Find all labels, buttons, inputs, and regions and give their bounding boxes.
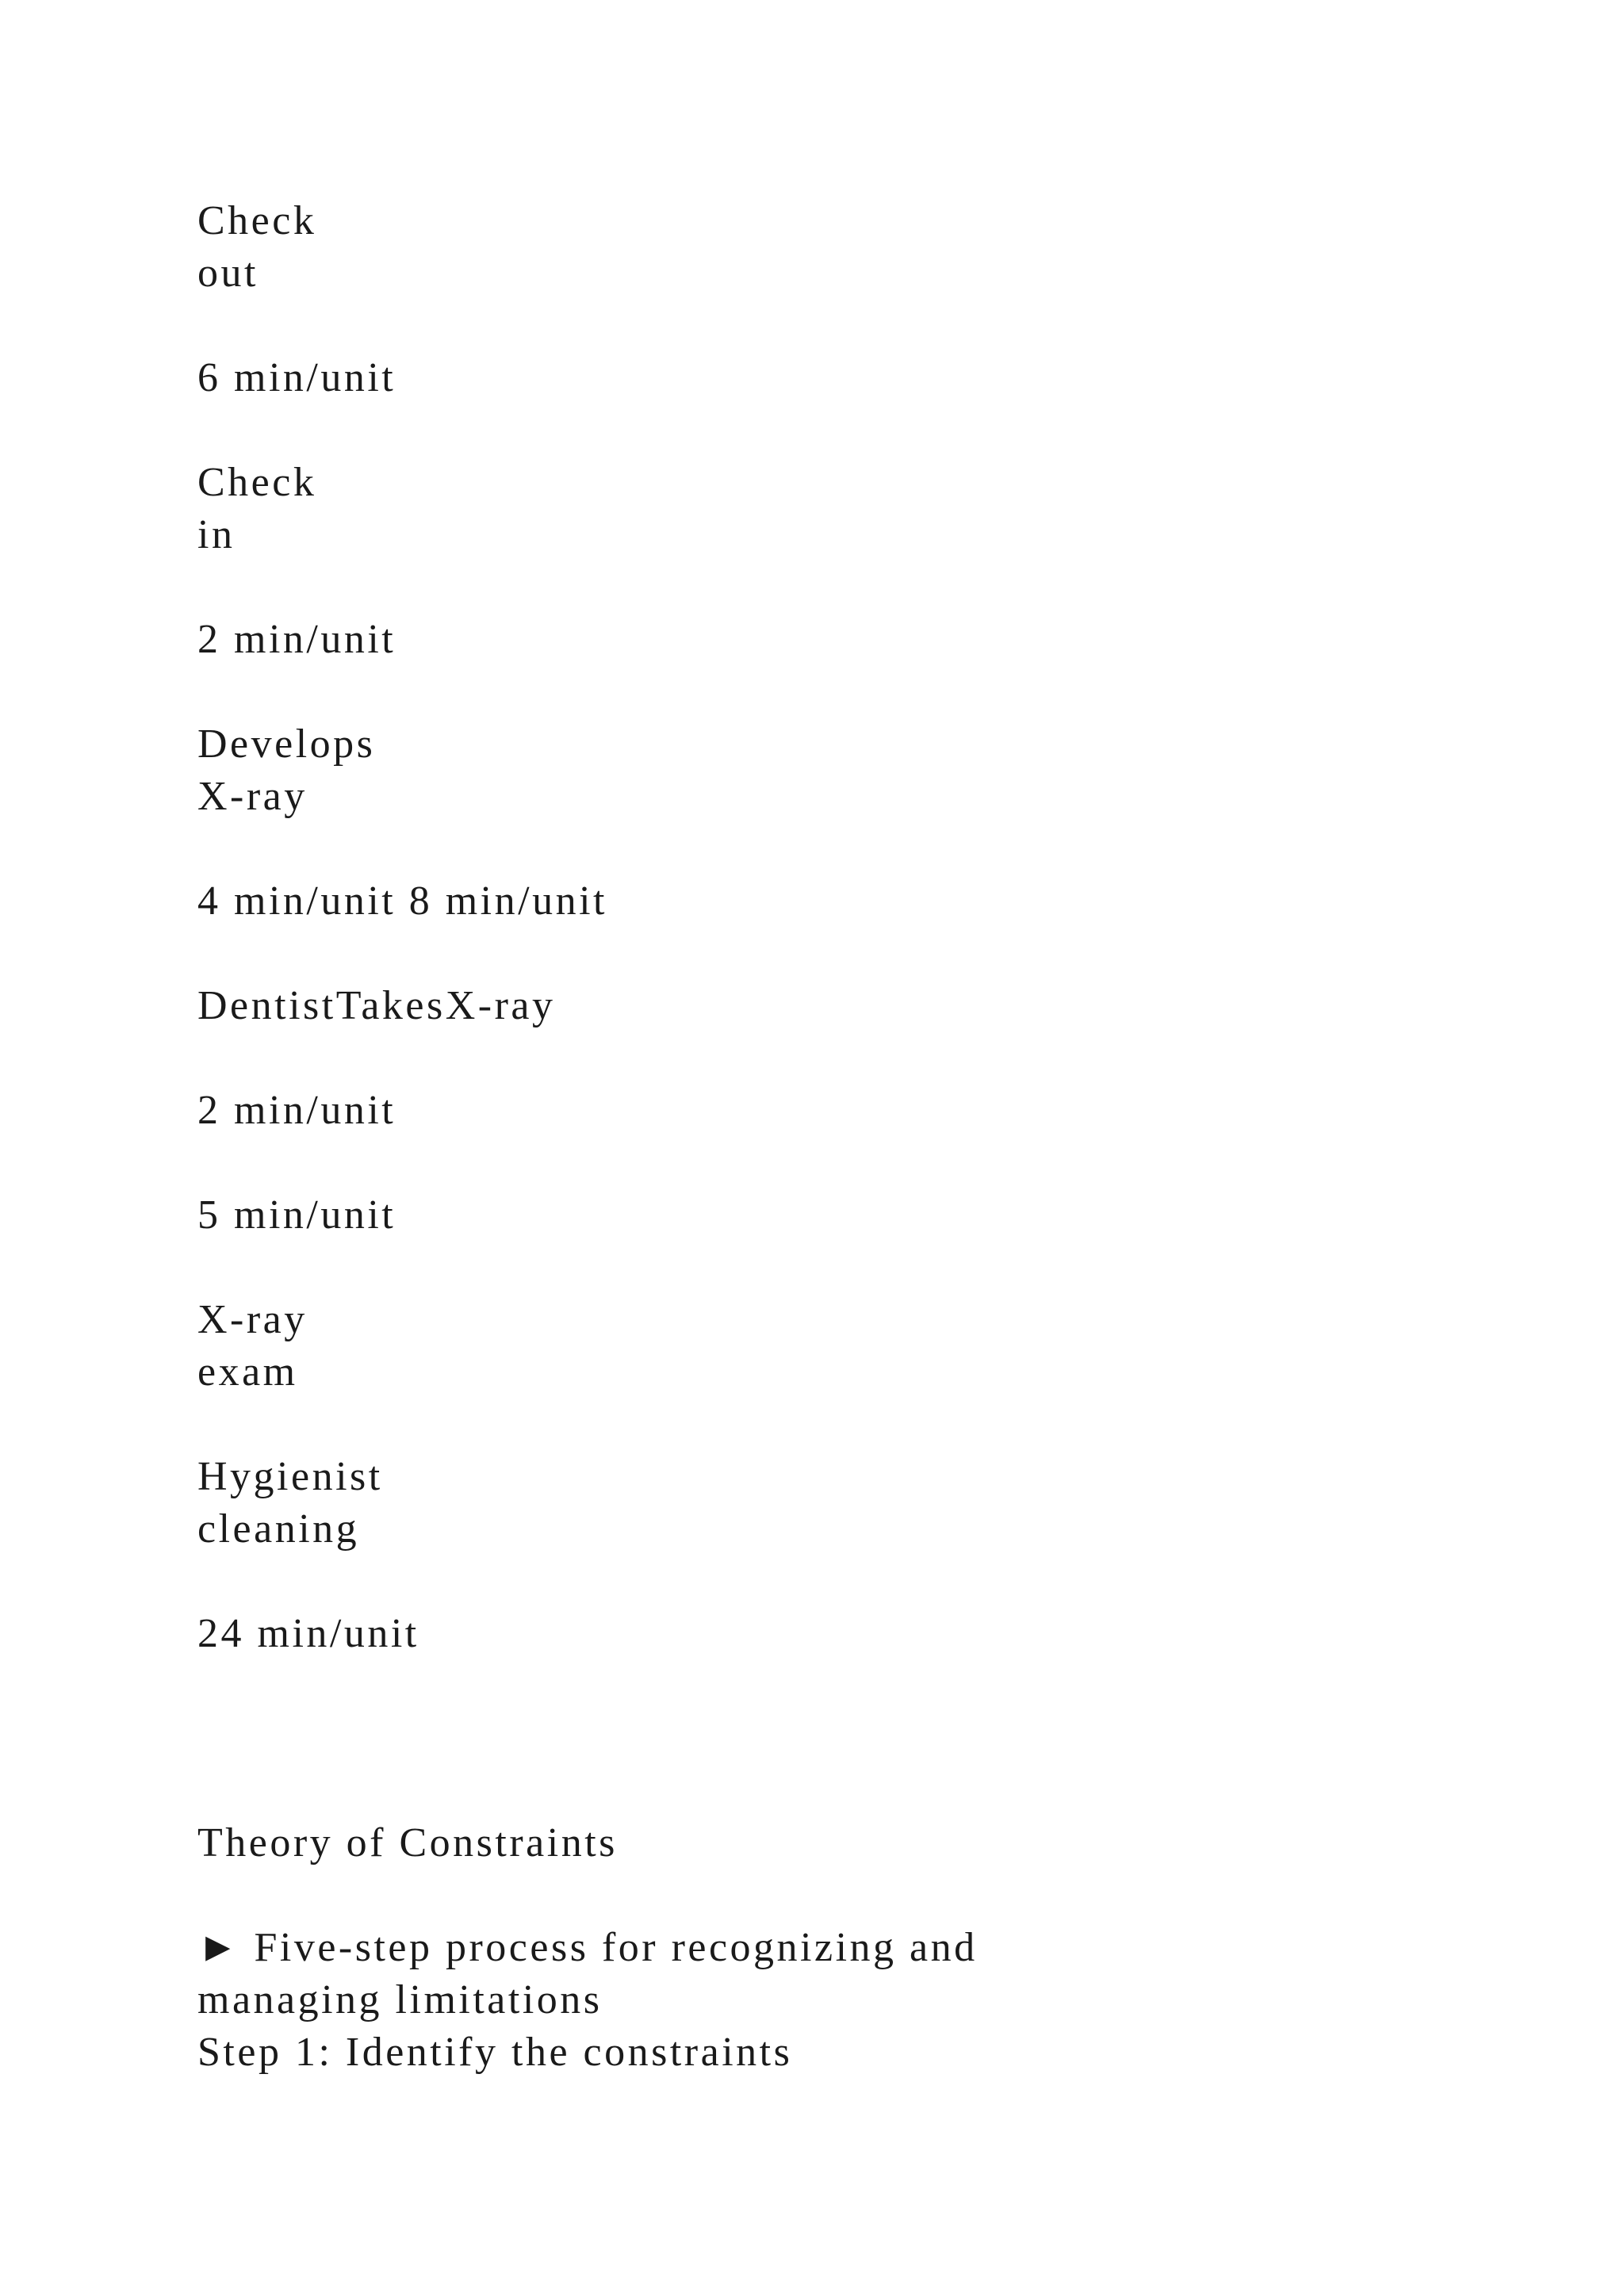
text-line-dentist-takes-xray: DentistTakesX-ray bbox=[197, 983, 556, 1028]
text-line-develops-times: 4 min/unit 8 min/unit bbox=[197, 878, 607, 924]
text-line-time-5min: 5 min/unit bbox=[197, 1192, 396, 1238]
text-line-develops-1: Develops bbox=[197, 721, 376, 767]
text-line-check-in-2: in bbox=[197, 512, 236, 557]
text-line-check-in-1: Check bbox=[197, 460, 317, 505]
text-line-check-out-1: Check bbox=[197, 198, 317, 243]
text-line-hygienist-2: cleaning bbox=[197, 1506, 360, 1552]
bullet-five-step-process-1: ► Five-step process for recognizing and bbox=[197, 1925, 978, 1970]
text-line-hygienist-1: Hygienist bbox=[197, 1454, 383, 1499]
text-line-develops-2: X-ray bbox=[197, 774, 308, 819]
bullet-five-step-process-2: managing limitations bbox=[197, 1977, 603, 2022]
text-line-xray-exam-1: X-ray bbox=[197, 1297, 308, 1342]
heading-theory-of-constraints: Theory of Constraints bbox=[197, 1820, 618, 1866]
text-line-step-1: Step 1: Identify the constraints bbox=[197, 2030, 793, 2075]
text-line-check-out-2: out bbox=[197, 251, 259, 296]
text-line-time-2min: 2 min/unit bbox=[197, 1088, 396, 1133]
text-line-xray-exam-2: exam bbox=[197, 1349, 298, 1395]
text-line-hygienist-time: 24 min/unit bbox=[197, 1611, 419, 1656]
text-line-check-out-time: 6 min/unit bbox=[197, 355, 396, 400]
text-line-check-in-time: 2 min/unit bbox=[197, 617, 396, 662]
